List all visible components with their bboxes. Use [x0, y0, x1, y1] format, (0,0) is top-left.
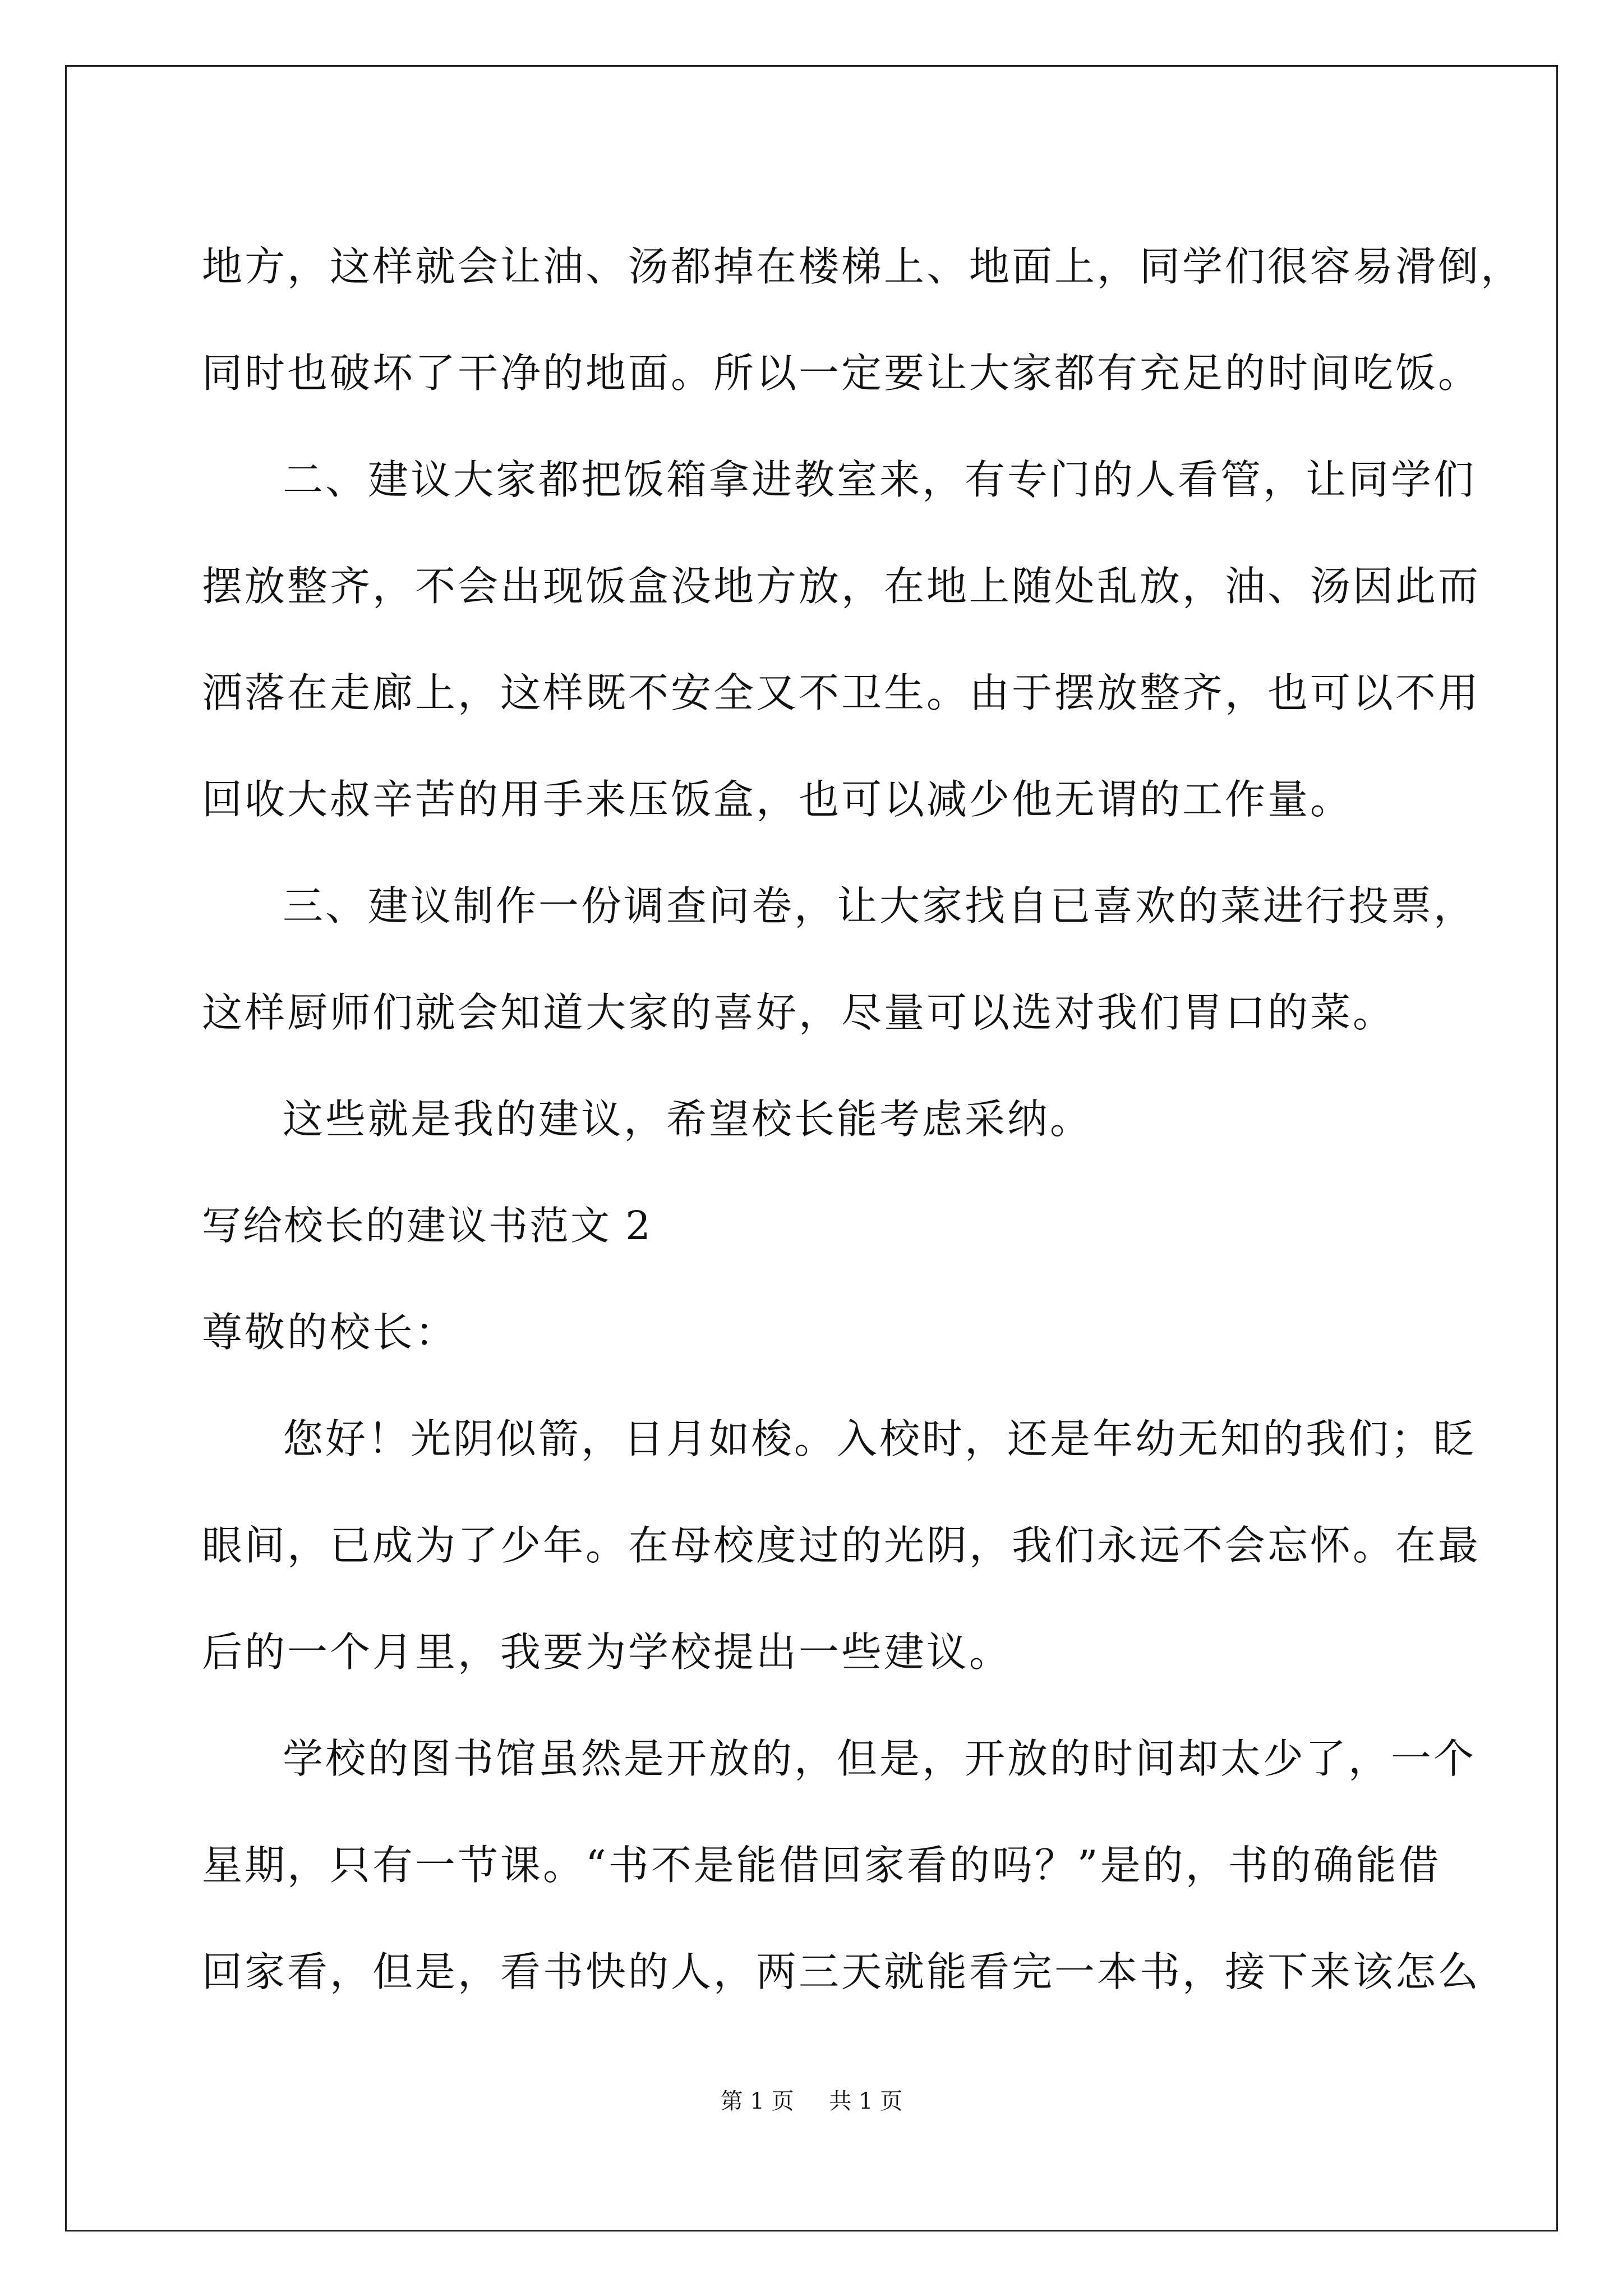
- text-line: 同时也破坏了干净的地面。所以一定要让大家都有充足的时间吃饭。: [202, 349, 1481, 397]
- document-body: [202, 213, 1524, 2025]
- text-line: 地方，这样就会让油、汤都掉在楼梯上、地面上，同学们很容易滑倒，: [202, 243, 1524, 290]
- text-line: 二、建议大家都把饭箱拿进教室来，有专门的人看管，让同学们: [283, 456, 1477, 503]
- text-line: 这些就是我的建议，希望校长能考虑采纳。: [283, 1096, 1093, 1143]
- text-line: 您好！光阴似箭，日月如梭。入校时，还是年幼无知的我们；眨: [283, 1415, 1477, 1462]
- salutation: 尊敬的校长：: [202, 1309, 458, 1356]
- page-number-current: 第 1 页: [720, 2088, 794, 2114]
- text-line: 回收大叔辛苦的用手来压饭盒，也可以减少他无谓的工作量。: [202, 776, 1353, 823]
- section-heading: 写给校长的建议书范文 2: [202, 1203, 652, 1249]
- text-line: 三、建议制作一份调查问卷，让大家找自已喜欢的菜进行投票，: [283, 882, 1477, 930]
- text-line: 回家看，但是，看书快的人，两三天就能看完一本书，接下来该怎么: [202, 1948, 1481, 1995]
- text-line: 后的一个月里，我要为学校提出一些建议。: [202, 1628, 1012, 1676]
- text-line: 洒落在走廊上，这样既不安全又不卫生。由于摆放整齐，也可以不用: [202, 669, 1481, 716]
- text-line: 这样厨师们就会知道大家的喜好，尽量可以选对我们胃口的菜。: [202, 989, 1396, 1036]
- text-line: 星期，只有一节课。“书不是能借回家看的吗？”是的，书的确能借: [202, 1842, 1441, 1889]
- text-line: 摆放整齐，不会出现饭盒没地方放，在地上随处乱放，油、汤因此而: [202, 563, 1481, 610]
- text-line: 学校的图书馆虽然是开放的，但是，开放的时间却太少了，一个: [283, 1735, 1477, 1782]
- page-footer: [0, 2085, 1623, 2118]
- page-number-total: 共 1 页: [829, 2088, 903, 2114]
- text-line: 眼间，已成为了少年。在母校度过的光阴，我们永远不会忘怀。在最: [202, 1522, 1481, 1569]
